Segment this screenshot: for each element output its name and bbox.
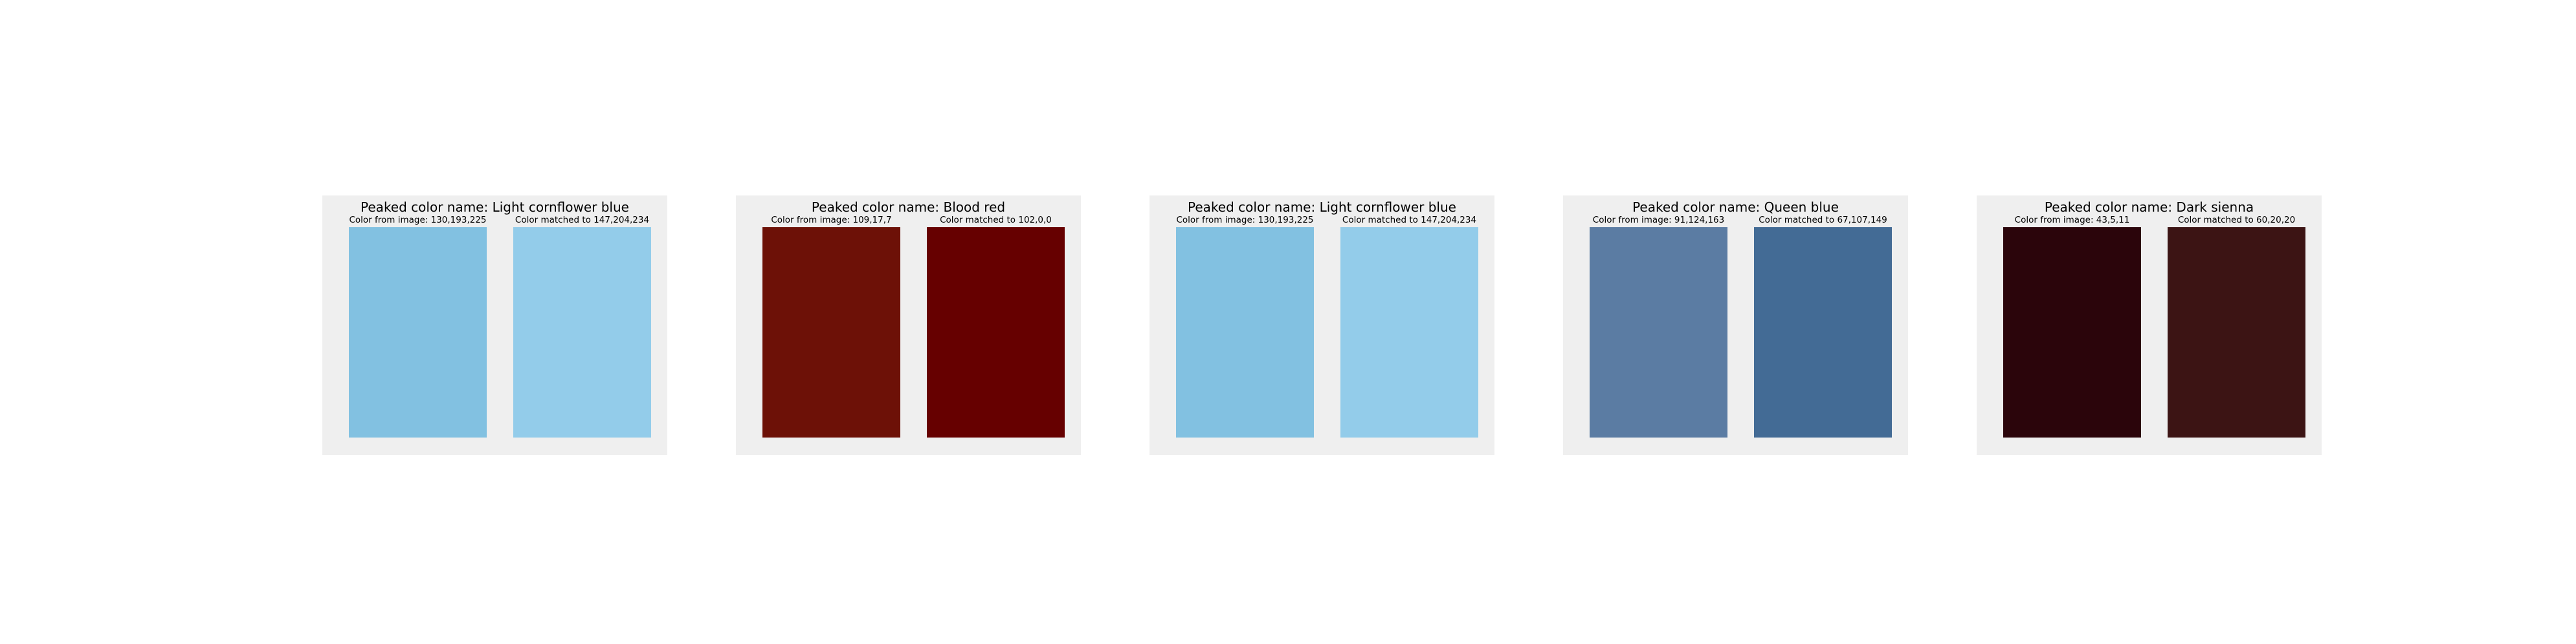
- image-color-swatch: [2003, 227, 2141, 438]
- matched-color-swatch: [1754, 227, 1892, 438]
- matched-color-caption: Color matched to 60,20,20: [2177, 215, 2296, 225]
- image-color-caption: Color from image: 130,193,225: [349, 215, 487, 225]
- image-color-caption: Color from image: 109,17,7: [771, 215, 892, 225]
- image-color-swatch: [349, 227, 487, 438]
- color-panel-4: [1563, 195, 1908, 455]
- matched-color-caption: Color matched to 67,107,149: [1759, 215, 1887, 225]
- panel-title: Peaked color name: Blood red: [811, 199, 1006, 215]
- matched-color-swatch: [2168, 227, 2305, 438]
- panel-title: Peaked color name: Light cornflower blue: [361, 199, 629, 215]
- matched-color-caption: Color matched to 147,204,234: [515, 215, 650, 225]
- color-panel-3: [1149, 195, 1494, 455]
- color-panel-5: [1977, 195, 2322, 455]
- image-color-caption: Color from image: 43,5,11: [2014, 215, 2130, 225]
- image-color-caption: Color from image: 130,193,225: [1176, 215, 1314, 225]
- image-color-swatch: [762, 227, 900, 438]
- image-color-swatch: [1176, 227, 1314, 438]
- matched-color-caption: Color matched to 102,0,0: [940, 215, 1052, 225]
- matched-color-caption: Color matched to 147,204,234: [1342, 215, 1477, 225]
- panel-title: Peaked color name: Dark sienna: [2044, 199, 2254, 215]
- matched-color-swatch: [1340, 227, 1478, 438]
- color-panel-2: [736, 195, 1081, 455]
- matched-color-swatch: [927, 227, 1065, 438]
- image-color-caption: Color from image: 91,124,163: [1592, 215, 1725, 225]
- panel-title: Peaked color name: Light cornflower blue: [1188, 199, 1456, 215]
- color-panel-1: [322, 195, 667, 455]
- matched-color-swatch: [513, 227, 651, 438]
- panel-title: Peaked color name: Queen blue: [1632, 199, 1839, 215]
- image-color-swatch: [1590, 227, 1727, 438]
